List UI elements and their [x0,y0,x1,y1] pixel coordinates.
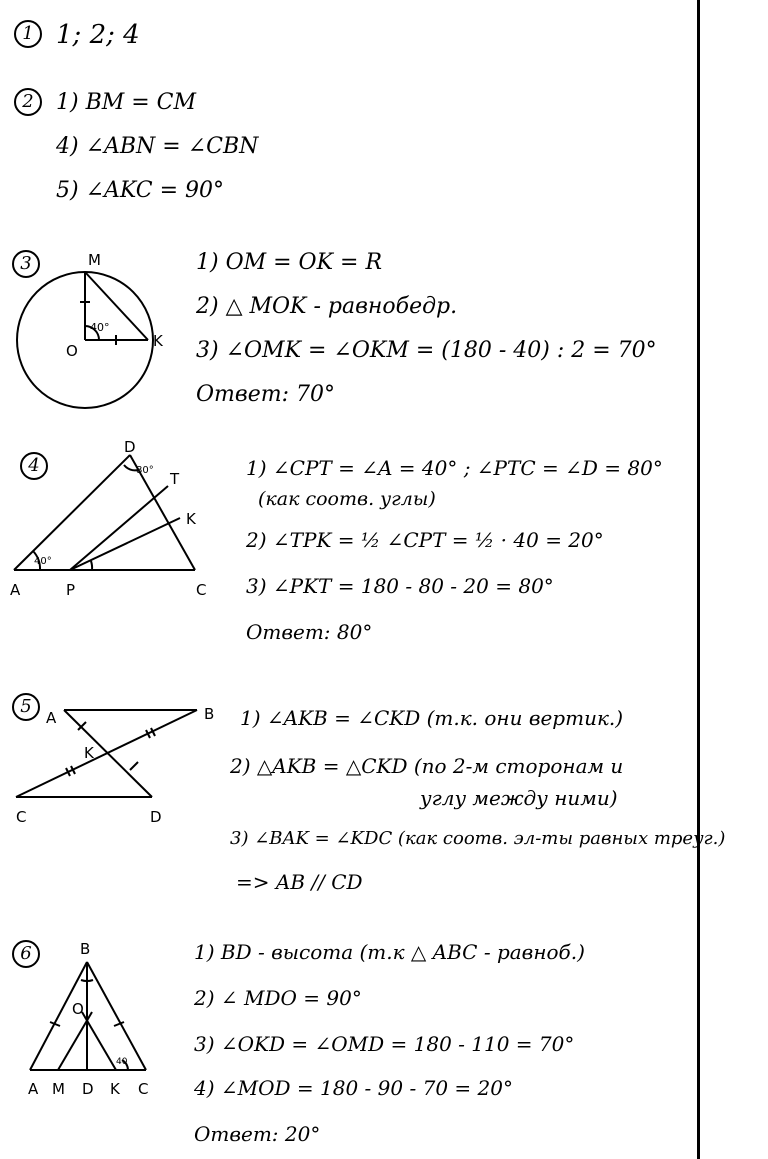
problem-5-line-3: углу между ними) [420,786,618,810]
label-k: K [153,332,163,350]
label-o: O [72,1000,84,1018]
margin-line [697,0,700,1159]
problem-5-line-4: 3) ∠BAK = ∠KDC (как соотв. эл-ты равных треуг.) [230,828,726,849]
problem-4-line-1: 1) ∠CPT = ∠A = 40° ; ∠PTC = ∠D = 80° [246,456,663,480]
problem-3-line-2: 2) △ MOK - равнобедр. [196,294,458,319]
label-angle-40: 40 [116,1057,128,1067]
label-angle-40: 40° [90,321,110,334]
isosceles-figure-6 [0,950,190,1080]
label-k: K [186,510,196,528]
label-k: K [84,744,94,762]
label-a: A [28,1080,39,1098]
triangle-figure-4 [0,440,240,590]
problem-5-line-1: 1) ∠AKB = ∠CKD (т.к. они вертик.) [240,706,624,730]
problem-6-line-4: 4) ∠MOD = 180 - 90 - 70 = 20° [194,1076,513,1100]
label-c: C [138,1080,149,1098]
label-angle-80: 80° [136,465,154,476]
label-k: K [110,1080,120,1098]
problem-2-line-2: 4) ∠ABN = ∠CBN [56,134,259,159]
label-b: B [204,705,215,723]
problem-2-number: 2 [14,88,42,116]
label-b: B [80,940,91,958]
segment-bc [16,710,197,797]
label-o: O [66,342,78,360]
label-p: P [66,581,76,599]
tick-kd [130,762,138,770]
problem-4-line-3: 2) ∠TPK = ½ ∠CPT = ½ · 40 = 20° [246,528,604,552]
segment-pk [70,518,180,570]
crossing-figure-5 [0,700,230,810]
label-t: T [170,470,180,488]
side-bc [87,962,146,1070]
problem-2-line-1: 1) BM = CM [56,90,197,115]
problem-5-number: 5 [12,693,40,721]
problem-3-answer: Ответ: 70° [196,382,335,407]
problem-6-line-1: 1) BD - высота (т.к △ ABC - равноб.) [194,940,585,964]
problem-4-number: 4 [20,452,48,480]
problem-5-line-2: 2) △AKB = △CKD (по 2-м сторонам и [230,754,624,778]
angle-arc-p [91,561,92,570]
problem-2-line-3: 5) ∠AKC = 90° [56,178,224,203]
label-angle-40: 40° [34,556,52,567]
problem-3-number: 3 [12,250,40,278]
problem-6-answer: Ответ: 20° [194,1122,321,1146]
problem-6-number: 6 [12,940,40,968]
label-a: A [46,709,57,727]
problem-4-answer: Ответ: 80° [246,620,373,644]
label-c: C [16,808,27,826]
problem-4-line-4: 3) ∠PKT = 180 - 80 - 20 = 80° [246,574,554,598]
label-c: C [196,581,207,599]
label-d: D [82,1080,94,1098]
label-a: A [10,581,21,599]
label-m: M [52,1080,65,1098]
problem-3-line-1: 1) OM = OK = R [196,250,383,275]
problem-1-number: 1 [14,20,42,48]
side-ad [14,455,130,570]
problem-4-line-2: (как соотв. углы) [258,488,436,510]
problem-6-line-3: 3) ∠OKD = ∠OMD = 180 - 110 = 70° [194,1032,575,1056]
label-d: D [150,808,162,826]
label-d: D [124,438,136,456]
angle-arc-b [81,980,93,981]
problem-3-line-3: 3) ∠OMK = ∠OKM = (180 - 40) : 2 = 70° [196,338,657,363]
label-m: M [88,251,101,269]
problem-1-answer: 1; 2; 4 [56,20,140,50]
problem-6-line-2: 2) ∠ MDO = 90° [194,986,362,1010]
problem-5-line-5: => AB // CD [236,870,363,894]
